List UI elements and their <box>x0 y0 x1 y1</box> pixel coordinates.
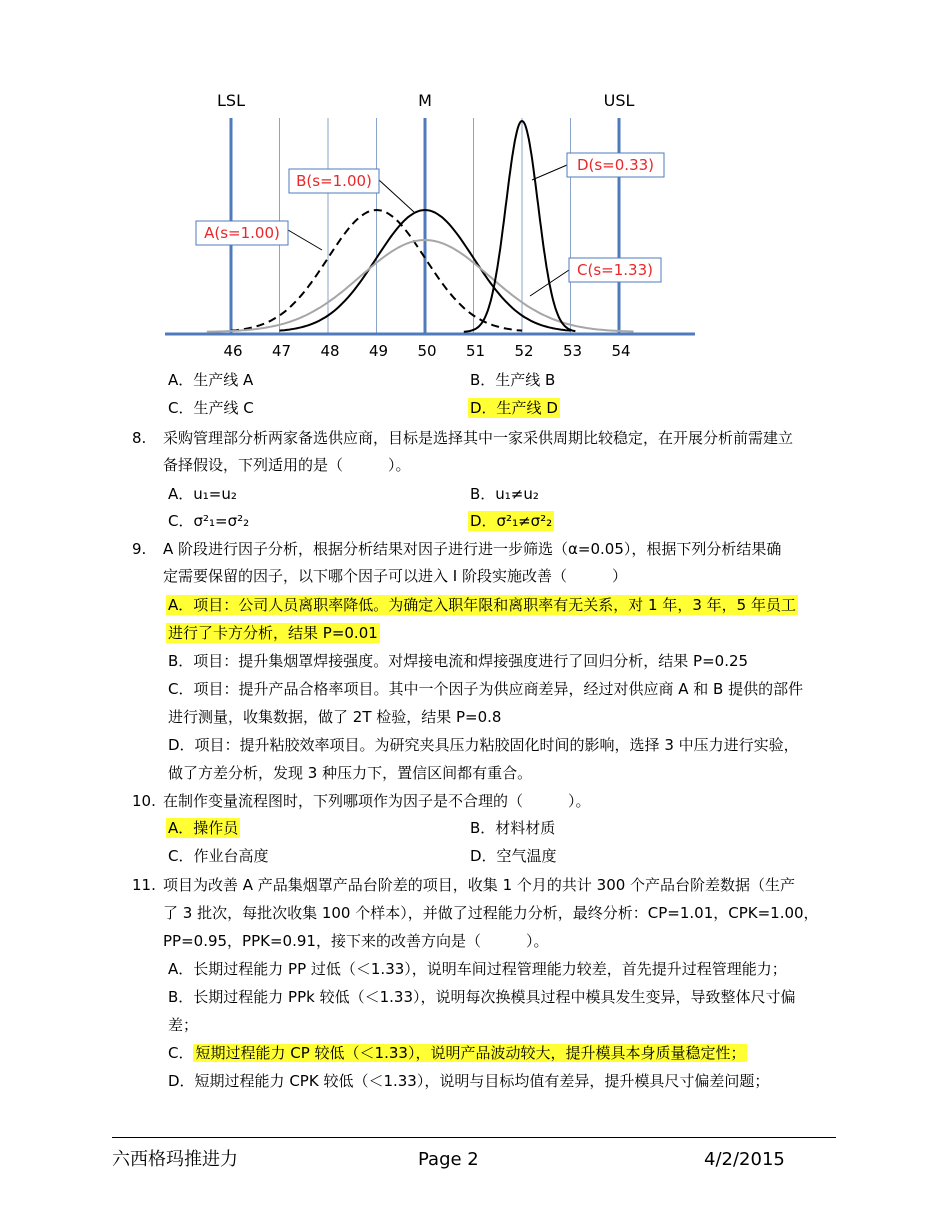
spec-label-m: M <box>418 91 432 110</box>
q9-option-a-answer-line2: 进行了卡方分析，结果 P=0.01 <box>168 624 378 642</box>
capability-chart <box>0 0 950 370</box>
q9-option-a-answer-line1: A．项目：公司人员离职率降低。为确定入职年限和离职率有无关系，对 1 年，3 年，5 年员工 <box>168 596 796 614</box>
q11-option-b-line2: 差； <box>168 1016 199 1034</box>
q9-option-b: B．项目：提升集烟罩焊接强度。对焊接电流和焊接强度进行了回归分析，结果 P=0.25 <box>168 652 749 670</box>
callout-label-c: C(s=1.33) <box>577 261 653 279</box>
q10-option-c: C．作业台高度 <box>168 847 269 865</box>
q8-option-a: A．u₁=u₂ <box>168 485 237 503</box>
q9-stem-line1: A 阶段进行因子分析，根据分析结果对因子进行进一步筛选（α=0.05），根据下列分析结果确 <box>163 540 782 558</box>
callout-label-a: A(s=1.00) <box>204 224 280 242</box>
q11-option-b-line1: B．长期过程能力 PPk 较低（＜1.33），说明每次换模具过程中模具发生变异，导致整体尺寸偏 <box>168 988 796 1006</box>
curve-c <box>207 240 634 332</box>
q7-option-a: A．生产线 A <box>168 371 254 389</box>
spec-label-usl: USL <box>603 91 635 110</box>
q11-option-a: A．长期过程能力 PP 过低（＜1.33），说明车间过程管理能力较差，首先提升过程管理能力； <box>168 960 787 978</box>
q11-option-c-highlight: 短期过程能力 CP 较低（＜1.33），说明产品波动较大，提升模具本身质量稳定性； <box>195 1044 746 1062</box>
q8-stem-line2: 备择假设，下列适用的是（ ）。 <box>163 456 411 474</box>
q7-option-b: B．生产线 B <box>470 371 556 389</box>
q11-stem-line1: 项目为改善 A 产品集烟罩产品台阶差的项目，收集 1 个月的共计 300 个产品台阶差数据（生产 <box>163 876 796 894</box>
callout-label-d: D(s=0.33) <box>576 156 655 174</box>
q11-stem-line3: PP=0.95，PPK=0.91，接下来的改善方向是（ ）。 <box>163 932 549 950</box>
q10-stem: 在制作变量流程图时，下列哪项作为因子是不合理的（ ）。 <box>163 792 591 810</box>
q11-stem-line2: 了 3 批次，每批次收集 100 个样本），并做了过程能力分析，最终分析：CP=1.01，CPK=1.00， <box>163 904 819 922</box>
q9-stem-line2: 定需要保留的因子，以下哪个因子可以进入 I 阶段实施改善（ ） <box>163 567 627 585</box>
tick-label-51: 51 <box>465 342 486 360</box>
footer-divider <box>112 1137 836 1138</box>
tick-label-49: 49 <box>368 342 389 360</box>
footer-date: 4/2/2015 <box>704 1149 785 1170</box>
tick-label-48: 48 <box>320 342 340 360</box>
q7-option-c: C．生产线 C <box>168 399 254 417</box>
q9-option-c-line2: 进行测量，收集数据，做了 2T 检验，结果 P=0.8 <box>168 708 502 726</box>
q11-option-c-answer <box>168 1043 747 1063</box>
q8-number: 8. <box>132 429 147 447</box>
tick-label-54: 54 <box>611 342 631 360</box>
callout-leader-c <box>530 270 569 296</box>
q10-option-d: D．空气温度 <box>470 847 557 865</box>
callout-label-b: B(s=1.00) <box>296 172 372 190</box>
q7-option-d-answer: D．生产线 D <box>470 399 558 417</box>
callout-leader-a <box>288 230 322 250</box>
footer-page: Page 2 <box>418 1149 479 1170</box>
callout-leader-b <box>379 180 414 212</box>
q9-option-d-line1: D．项目：提升粘胶效率项目。为研究夹具压力粘胶固化时间的影响，选择 3 中压力进行实验， <box>168 736 799 754</box>
tick-label-47: 47 <box>271 342 292 360</box>
q8-option-d-answer: D．σ²₁≠σ²₂ <box>470 512 553 530</box>
footer-left: 六西格玛推进力 <box>112 1149 238 1170</box>
q10-number: 10. <box>132 792 156 810</box>
q11-number: 11. <box>132 876 156 894</box>
q9-number: 9. <box>132 540 147 558</box>
tick-label-50: 50 <box>417 342 437 360</box>
callout-leader-d <box>532 165 567 180</box>
q10-option-a-answer: A．操作员 <box>168 819 239 837</box>
tick-label-52: 52 <box>514 342 534 360</box>
q11-option-c-prefix: C． <box>168 1044 194 1062</box>
q9-option-d-line2: 做了方差分析，发现 3 种压力下，置信区间都有重合。 <box>168 764 533 782</box>
q9-option-c-line1: C．项目：提升产品合格率项目。其中一个因子为供应商差异，经过对供应商 A 和 B 提供的部件 <box>168 680 804 698</box>
q8-option-c: C．σ²₁=σ²₂ <box>168 512 250 530</box>
q11-option-d: D．短期过程能力 CPK 较低（＜1.33），说明与目标均值有差异，提升模具尺寸偏差问题； <box>168 1072 770 1090</box>
q8-stem-line1: 采购管理部分析两家备选供应商，目标是选择其中一家采供周期比较稳定，在开展分析前需建立 <box>163 429 794 447</box>
tick-label-46: 46 <box>223 342 243 360</box>
tick-label-53: 53 <box>562 342 583 360</box>
q10-option-b: B．材料材质 <box>470 819 556 837</box>
spec-label-lsl: LSL <box>217 91 245 110</box>
q8-option-b: B．u₁≠u₂ <box>470 485 539 503</box>
